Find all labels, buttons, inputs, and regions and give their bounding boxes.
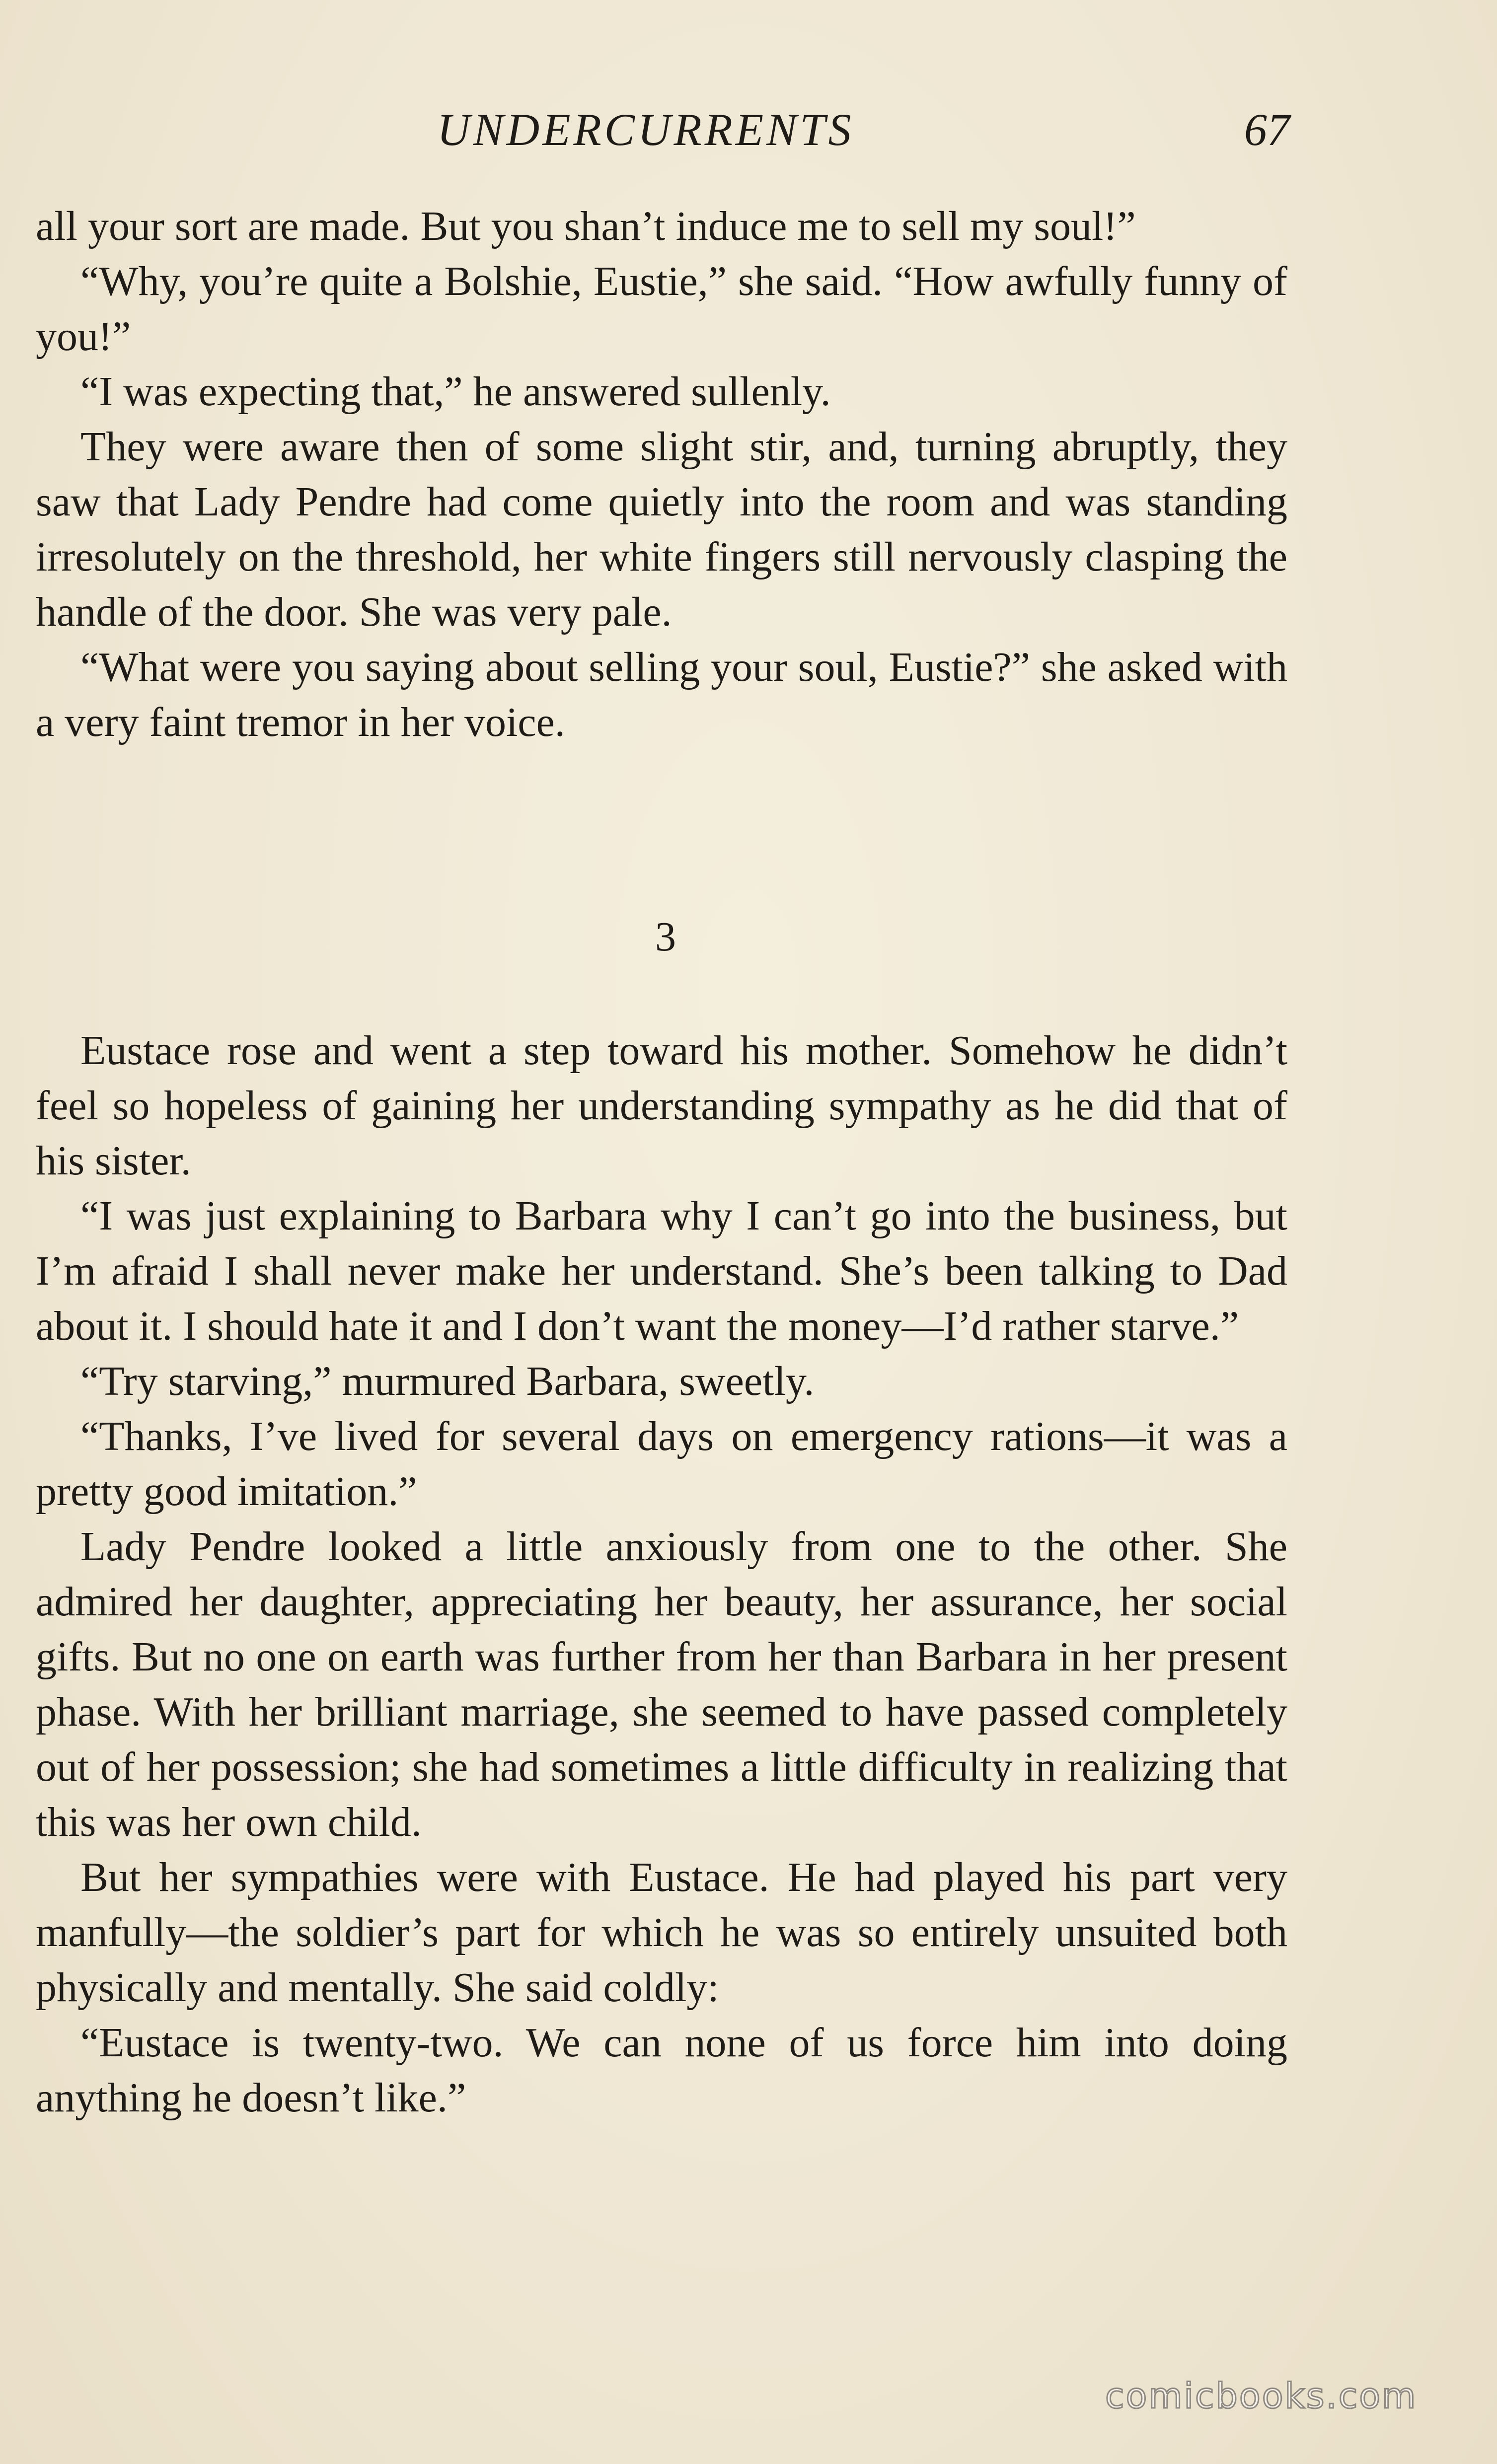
paragraph: Lady Pendre looked a little anxiously from one to the other. She admired her daughter, appreciating her beauty, her assurance, her social gifts. But no one on earth was further from her than Barbara in her present phase. With her brilliant marriage, she seemed to have passed completely out of her possession; she had sometimes a little difficulty in realizing that this was her own child. (36, 1523, 1287, 1845)
watermark: comicbooks.com (1105, 2376, 1418, 2416)
paragraph: They were aware then of some slight stir, and, turning abruptly, they saw that Lady Pendre had come quietly into the room and was standing irresolutely on the threshold, her white fingers still nervously clasping the handle of the door. She was very pale. (36, 424, 1287, 635)
paragraph: all your sort are made. But you shan’t induce me to sell my soul!” (36, 203, 1136, 249)
paragraph: “I was just explaining to Barbara why I can’t go into the business, but I’m afraid I shall never make her understand. She’s been talking to Dad about it. I should hate it and I don’t want the money—I’d rather starve.” (36, 1193, 1287, 1349)
running-head: UNDERCURRENTS (437, 104, 854, 155)
page-number: 67 (1244, 104, 1290, 155)
paragraph: “Thanks, I’ve lived for several days on emergency rations—it was a pretty good imitation.” (36, 1413, 1287, 1515)
paragraph: “Try starving,” murmured Barbara, sweetly. (80, 1358, 815, 1404)
paragraph: Eustace rose and went a step toward his mother. Somehow he didn’t feel so hopeless of gaining her understanding sympathy as he did that of his sister. (36, 1027, 1287, 1184)
paragraph: But her sympathies were with Eustace. He had played his part very manfully—the soldier’s part for which he was so entirely unsuited both physically and mentally. She said coldly: (36, 1854, 1287, 2011)
paragraph: “Eustace is twenty-two. We can none of us force him into doing anything he doesn’t like.” (36, 2020, 1287, 2121)
paragraph: “Why, you’re quite a Bolshie, Eustie,” she said. “How awfully funny of you!” (36, 258, 1287, 360)
text-block-bottom (36, 1023, 1287, 2125)
section-number: 3 (655, 914, 676, 960)
text-block-top (36, 199, 1287, 750)
paragraph: “What were you saying about selling your soul, Eustie?” she asked with a very faint tremor in her voice. (36, 644, 1287, 745)
paragraph: “I was expecting that,” he answered sullenly. (80, 368, 831, 415)
